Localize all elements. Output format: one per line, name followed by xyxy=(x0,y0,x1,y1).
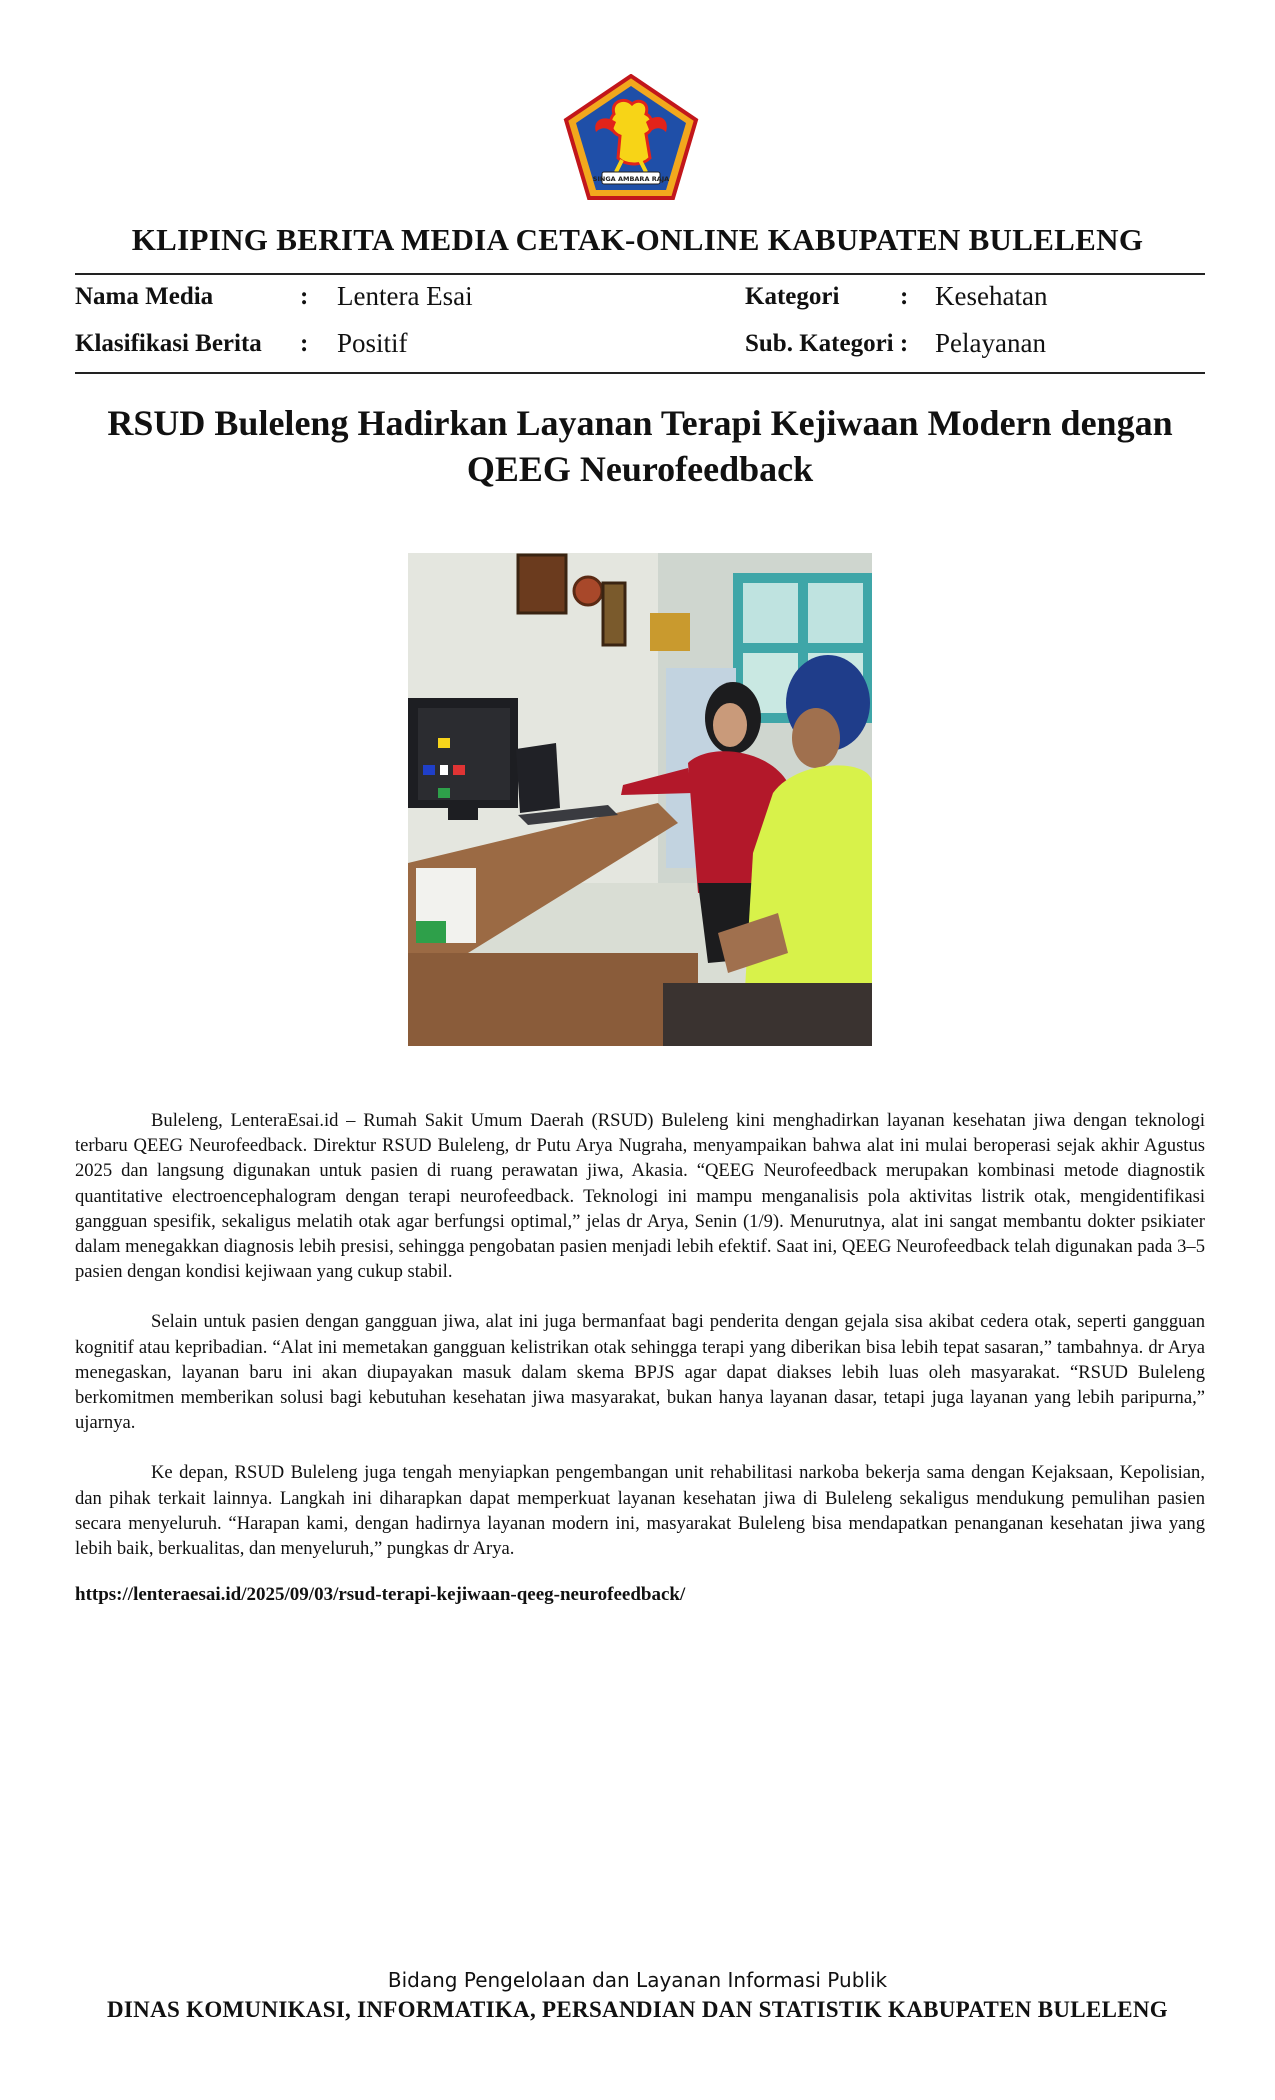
article-paragraph: Selain untuk pasien dengan gangguan jiwa, alat ini juga bermanfaat bagi penderita dengan gejala sisa akibat cedera otak, seperti gangguan kognitif atau kepribadian. “Alat ini memetakan gangguan kelistrikan otak sehingga terapi yang diberikan bisa lebih tepat sasaran,” tambahnya. dr Arya menegaskan, layanan baru ini akan diupayakan masuk dalam skema BPJS agar dapat diakses lebih luas oleh masyarakat. “RSUD Buleleng berkomitmen memberikan solusi bagi kebutuhan kesehatan jiwa masyarakat, bukan hanya layanan dasar, tetapi juga layanan yang lebih paripurna,” ujarnya. xyxy=(75,1311,1205,1434)
category-label: Kategori xyxy=(745,283,840,310)
article-photo xyxy=(408,553,872,1046)
article-title: RSUD Buleleng Hadirkan Layanan Terapi Kejiwaan Modern dengan QEEG Neurofeedback xyxy=(107,403,1173,489)
subcategory-value: Pelayanan xyxy=(935,328,1046,358)
category-value: Kesehatan xyxy=(935,281,1048,311)
article-body xyxy=(75,1108,1205,1586)
header-top-rule xyxy=(75,273,1205,275)
footer-department: Bidang Pengelolaan dan Layanan Informasi Publik xyxy=(387,1968,888,1992)
classification-colon: : xyxy=(300,330,309,357)
article-paragraph: Ke depan, RSUD Buleleng juga tengah menyiapkan pengembangan unit rehabilitasi narkoba bekerja sama dengan Kejaksaan, Kepolisian, dan pihak terkait lainnya. Langkah ini diharapkan dapat memperkuat layanan kesehatan jiwa di Buleleng sekaligus mendukung pemulihan pasien secara menyeluruh. “Harapan kami, dengan hadirnya layanan modern ini, masyarakat Buleleng bisa mendapatkan penanganan kesehatan jiwa yang lebih baik, berkualitas, dan menyeluruh,” pungkas dr Arya. xyxy=(75,1462,1205,1560)
logo-text: SINGA AMBARA RAJA xyxy=(592,175,670,183)
header-title: KLIPING BERITA MEDIA CETAK-ONLINE KABUPATEN BULELENG xyxy=(131,222,1144,257)
classification-value: Positif xyxy=(337,328,408,358)
classification-label: Klasifikasi Berita xyxy=(75,330,262,357)
media-label: Nama Media xyxy=(75,283,214,310)
buleleng-crest-logo xyxy=(562,74,700,202)
article-paragraph: Buleleng, LenteraEsai.id – Rumah Sakit Umum Daerah (RSUD) Buleleng kini menghadirkan layanan kesehatan jiwa dengan teknologi terbaru QEEG Neurofeedback. Direktur RSUD Buleleng, dr Putu Arya Nugraha, menyampaikan bahwa alat ini mulai beroperasi sejak akhir Agustus 2025 dan langsung digunakan untuk pasien di ruang perawatan jiwa, Akasia. “QEEG Neurofeedback merupakan kombinasi metode diagnostik quantitative electroencephalogram dengan terapi neurofeedback. Teknologi ini mampu menganalisis pola aktivitas listrik otak, mengidentifikasi gangguan spesifik, sekaligus melatih otak agar berfungsi optimal,” jelas dr Arya, Senin (1/9). Menurutnya, alat ini sangat membantu dokter psikiater dalam menegakkan diagnosis lebih presisi, sehingga pengobatan pasien menjadi lebih efektif. Saat ini, QEEG Neurofeedback telah digunakan pada 3–5 pasien dengan kondisi kejiwaan yang cukup stabil. xyxy=(75,1110,1205,1283)
header-bottom-rule xyxy=(75,372,1205,374)
source-link[interactable]: https://lenteraesai.id/2025/09/03/rsud-terapi-kejiwaan-qeeg-neurofeedback/ xyxy=(75,1584,686,1605)
subcategory-label: Sub. Kategori : xyxy=(745,330,909,357)
category-colon: : xyxy=(900,283,909,310)
media-value: Lentera Esai xyxy=(337,281,473,311)
footer-agency: DINAS KOMUNIKASI, INFORMATIKA, PERSANDIAN DAN STATISTIK KABUPATEN BULELENG xyxy=(107,1997,1168,2022)
media-colon: : xyxy=(300,283,309,310)
